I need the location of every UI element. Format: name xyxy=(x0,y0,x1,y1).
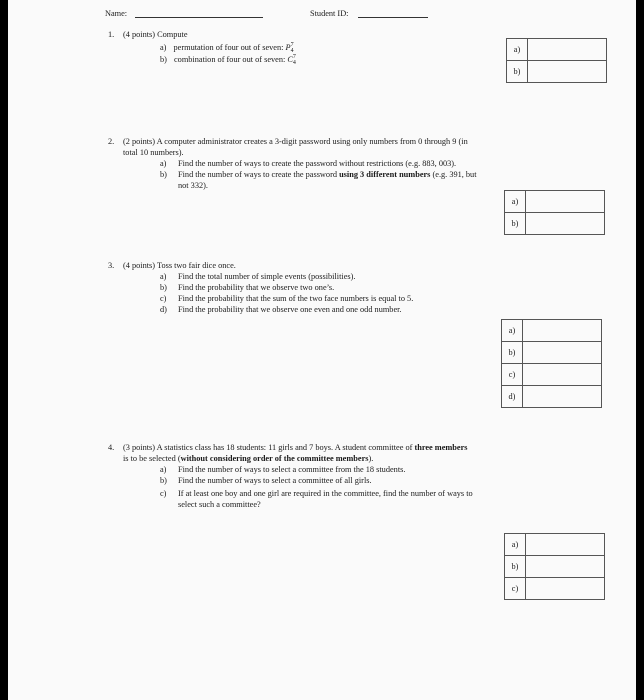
answer-box[interactable] xyxy=(526,191,605,213)
answer-label: c) xyxy=(505,578,526,600)
answer-row xyxy=(505,556,605,578)
q3-part-a-label: a) xyxy=(160,272,167,281)
q4-stem-line2 xyxy=(123,453,373,465)
answer-row xyxy=(505,213,605,235)
name-blank[interactable] xyxy=(135,17,263,18)
q4-number: 4. xyxy=(108,443,115,452)
q2-part-a-label: a) xyxy=(160,159,167,168)
q2-stem-line2: total 10 numbers). xyxy=(123,148,184,157)
answer-label: b) xyxy=(505,213,526,235)
answer-label: b) xyxy=(505,556,526,578)
answer-label: a) xyxy=(505,191,526,213)
q2-part-b-post: (e.g. 391, but xyxy=(430,170,477,179)
q4-stem-line2-pre: is to be selected ( xyxy=(123,454,181,463)
q4-part-c-line2: select such a committee? xyxy=(178,500,261,509)
q4-stem-line2-post: ). xyxy=(368,454,374,463)
answer-row xyxy=(502,386,602,408)
answer-box[interactable] xyxy=(526,213,605,235)
name-label: Name: xyxy=(105,9,128,18)
q1-part-a-symbol: P xyxy=(285,42,291,52)
answer-row xyxy=(505,534,605,556)
q2-part-b-label: b) xyxy=(160,170,167,179)
answer-box[interactable] xyxy=(523,342,602,364)
q1-stem: (4 points) Compute xyxy=(123,30,188,39)
worksheet-page xyxy=(8,0,636,700)
q4-part-c-label: c) xyxy=(160,489,167,498)
q2-part-a: Find the number of ways to create the password without restrictions (e.g. 883, 003). xyxy=(178,159,457,168)
answer-row xyxy=(505,191,605,213)
q1-part-b-sup: 7 xyxy=(292,54,296,60)
answer-label: b) xyxy=(502,342,523,364)
answer-box[interactable] xyxy=(526,578,605,600)
q4-stem-line1 xyxy=(123,442,468,454)
answer-row xyxy=(502,320,602,342)
answer-label: b) xyxy=(507,61,528,83)
q2-part-b-pre: Find the number of ways to create the password xyxy=(178,170,340,179)
answer-row xyxy=(507,39,607,61)
answer-box[interactable] xyxy=(526,534,605,556)
student-id-label: Student ID: xyxy=(310,9,349,18)
q1-part-a-sub: 4 xyxy=(290,48,294,55)
answer-box[interactable] xyxy=(523,386,602,408)
q1-part-b-text: combination of four out of seven: xyxy=(174,54,288,64)
answer-label: a) xyxy=(502,320,523,342)
answer-row xyxy=(507,61,607,83)
q4-part-a-label: a) xyxy=(160,465,167,474)
q3-stem: (4 points) Toss two fair dice once. xyxy=(123,261,236,270)
answer-box[interactable] xyxy=(526,556,605,578)
answer-box[interactable] xyxy=(523,364,602,386)
q2-number: 2. xyxy=(108,137,115,146)
q4-stem-pre: (3 points) A statistics class has 18 students: 11 girls and 7 boys. A student committee of xyxy=(123,443,415,452)
q4-answer-table xyxy=(504,533,605,600)
q4-part-b-label: b) xyxy=(160,476,167,485)
q2-stem-line1: (2 points) A computer administrator creates a 3-digit password using only numbers from 0 through 9 (in xyxy=(123,137,468,146)
q1-answer-table xyxy=(506,38,607,83)
q2-part-b-line2: not 332). xyxy=(178,181,208,190)
q1-part-b-label: b) xyxy=(160,54,167,64)
q2-answer-table xyxy=(504,190,605,235)
answer-row xyxy=(505,578,605,600)
answer-box[interactable] xyxy=(528,39,607,61)
q4-part-a: Find the number of ways to select a committee from the 18 students. xyxy=(178,465,406,474)
q1-part-a-label: a) xyxy=(160,42,167,52)
q2-part-b xyxy=(178,169,477,181)
q4-stem-bold2: without considering order of the committee members xyxy=(180,454,369,463)
answer-row xyxy=(502,342,602,364)
answer-box[interactable] xyxy=(528,61,607,83)
student-id-blank[interactable] xyxy=(358,17,428,18)
answer-label: d) xyxy=(502,386,523,408)
answer-label: a) xyxy=(505,534,526,556)
q3-number: 3. xyxy=(108,261,115,270)
q1-part-a-sup: 7 xyxy=(290,42,294,48)
q3-part-d-label: d) xyxy=(160,305,167,314)
answer-box[interactable] xyxy=(523,320,602,342)
answer-row xyxy=(502,364,602,386)
q3-part-d: Find the probability that we observe one even and one odd number. xyxy=(178,305,402,314)
q3-part-c-label: c) xyxy=(160,294,167,303)
q1-part-a-text: permutation of four out of seven: xyxy=(173,42,286,52)
q1-part-b xyxy=(160,52,296,70)
q1-part-b-symbol: C xyxy=(287,54,293,64)
answer-label: a) xyxy=(507,39,528,61)
answer-label: c) xyxy=(502,364,523,386)
q4-part-c: If at least one boy and one girl are required in the committee, find the number of ways to xyxy=(178,489,473,498)
q3-part-c: Find the probability that the sum of the two face numbers is equal to 5. xyxy=(178,294,414,303)
q3-part-a: Find the total number of simple events (possibilities). xyxy=(178,272,356,281)
q2-part-b-bold: using 3 different numbers xyxy=(339,170,431,179)
q4-part-b: Find the number of ways to select a committee of all girls. xyxy=(178,476,372,485)
q3-part-b: Find the probability that we observe two one’s. xyxy=(178,283,335,292)
q1-number: 1. xyxy=(108,30,115,39)
q4-stem-bold1: three members xyxy=(414,443,468,452)
q3-answer-table xyxy=(501,319,602,408)
q3-part-b-label: b) xyxy=(160,283,167,292)
q1-part-b-sub: 4 xyxy=(292,60,296,67)
